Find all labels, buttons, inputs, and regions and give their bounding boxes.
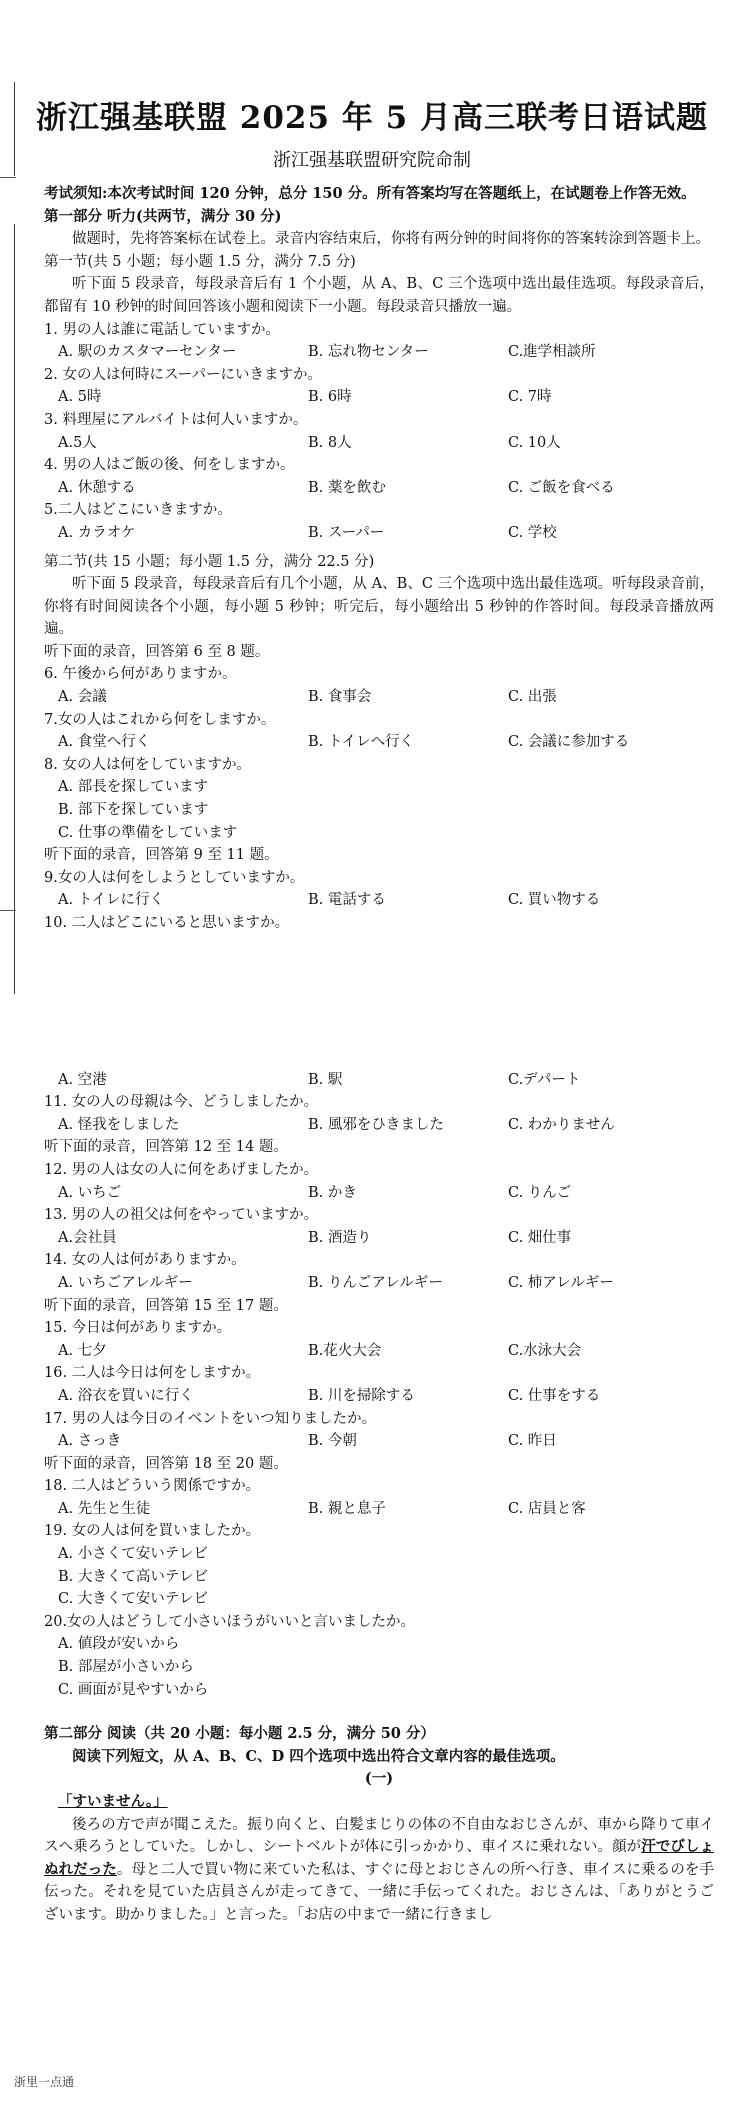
- option-c: C. りんご: [508, 1184, 572, 1201]
- option-a: A. 空港: [58, 1071, 107, 1088]
- option-c: C. 画面が見やすいから: [58, 1681, 209, 1698]
- option-c: C. 買い物する: [508, 892, 601, 909]
- question-text: 1. 男の人は誰に電話していますか。: [44, 321, 280, 338]
- exam-subtitle: 浙江强基联盟研究院命制: [273, 150, 471, 171]
- group-instruction: 听下面的录音，回答第 18 至 20 题。: [44, 1455, 288, 1472]
- passage-text: 後ろの方で声が聞こえた。振り向くと、白髪まじりの体の不自由なおじさんが、車から降りて車イスへ乗ろうとしていた。しかし、シートベルトが体に引っかかり、車イスに乗れない。顔が: [44, 1816, 714, 1856]
- question-text: 13. 男の人の祖父は何をやっていますか。: [44, 1207, 319, 1224]
- option-b: B. かき: [308, 1184, 357, 1201]
- part1-title: 第一部分 听力(共两节，满分 30 分): [44, 207, 282, 225]
- options: [44, 1430, 714, 1453]
- binding-line: [14, 224, 15, 994]
- exam-content: [44, 183, 714, 1927]
- part1-intro: 做题时，先将答案标在试卷上。录音内容结束后，你将有两分钟的时间将你的答案转涂到答题卡上。: [72, 231, 710, 248]
- options: [44, 1227, 714, 1250]
- exam-title: 浙江强基联盟 2025 年 5 月高三联考日语试题: [35, 100, 709, 136]
- option-b: B. 忘れ物センター: [308, 344, 429, 361]
- passage-section-number: (一): [364, 1770, 394, 1788]
- options: [44, 1114, 714, 1137]
- options: [44, 731, 714, 754]
- options: [44, 1340, 714, 1363]
- passage-body: [44, 1814, 714, 1927]
- options: [44, 1069, 714, 1092]
- options: [44, 1498, 714, 1521]
- part2-title: 第二部分 阅读（共 20 小题：每小题 2.5 分，满分 50 分）: [44, 1725, 435, 1743]
- question-text: 14. 女の人は何がありますか。: [44, 1252, 246, 1269]
- options: [44, 889, 714, 912]
- options: [44, 386, 714, 409]
- option-c: C.水泳大会: [508, 1342, 582, 1359]
- option-a: A.会社員: [58, 1229, 117, 1246]
- question-text: 12. 男の人は女の人に何をあげましたか。: [44, 1161, 319, 1178]
- option-a: A. いちごアレルギー: [58, 1274, 193, 1291]
- question-16: [44, 1362, 714, 1407]
- group-instruction: 听下面的录音，回答第 12 至 14 题。: [44, 1139, 288, 1156]
- option-b: B. 親と息子: [308, 1500, 386, 1517]
- question-11: [44, 1091, 714, 1136]
- question-3: [44, 409, 714, 454]
- section1-intro: 听下面 5 段录音，每段录音后有 1 个小题，从 A、B、C 三个选项中选出最佳选项。每段录音后，都留有 10 秒钟的时间回答该小题和阅读下一小题。每段录音只播放一遍。: [44, 276, 714, 315]
- question-2: [44, 364, 714, 409]
- option-a: A. 七夕: [58, 1342, 107, 1359]
- option-b: B. スーパー: [308, 524, 385, 541]
- option-c: C. 大きくて安いテレビ: [58, 1591, 209, 1608]
- question-text: 5.二人はどこにいきますか。: [44, 502, 232, 519]
- option-a: A. 先生と生徒: [58, 1500, 151, 1517]
- option-b: B. 部屋が小さいから: [58, 1659, 194, 1676]
- options: [44, 341, 714, 364]
- option-c: C. ご飯を食べる: [508, 479, 615, 496]
- underlined-phrase: 汗でびしょぬれだった: [44, 1838, 714, 1878]
- figure-blank-space: [44, 935, 714, 1069]
- options: [44, 432, 714, 455]
- question-text: 9.女の人は何をしようとしていますか。: [44, 869, 305, 886]
- question-9: [44, 867, 714, 912]
- options: [44, 686, 714, 709]
- option-c: C. 畑仕事: [508, 1229, 572, 1246]
- question-text: 11. 女の人の母親は今、どうしましたか。: [44, 1094, 319, 1111]
- option-a: A. 部長を探しています: [58, 779, 209, 796]
- binding-tick: [0, 177, 16, 178]
- binding-tick: [0, 910, 16, 911]
- option-a: A. 小さくて安いテレビ: [58, 1546, 208, 1563]
- question-17: [44, 1408, 714, 1453]
- passage-title: 「すいません。」: [58, 1793, 168, 1810]
- question-18: [44, 1475, 714, 1520]
- option-a: A. いちご: [58, 1184, 122, 1201]
- option-c: C. 仕事の準備をしています: [58, 824, 238, 841]
- option-b: B. 6時: [308, 389, 352, 406]
- question-7: [44, 709, 714, 754]
- option-a: A.5人: [58, 434, 97, 451]
- option-a: A. トイレに行く: [58, 892, 164, 909]
- option-a: A. 食堂へ行く: [58, 734, 151, 751]
- section1-title: 第一节(共 5 小题；每小题 1.5 分，满分 7.5 分): [44, 253, 356, 270]
- options: [44, 1272, 714, 1295]
- question-5: [44, 499, 714, 544]
- options: [44, 1385, 714, 1408]
- option-c: C. 昨日: [508, 1433, 557, 1450]
- option-b: B. 部下を探しています: [58, 802, 209, 819]
- option-b: B. 酒造り: [308, 1229, 372, 1246]
- option-c: C. 10人: [508, 434, 561, 451]
- option-c: C. 柿アレルギー: [508, 1274, 614, 1291]
- options: [44, 1182, 714, 1205]
- question-15: [44, 1317, 714, 1362]
- section2-intro: 听下面 5 段录音，每段录音后有几个小题，从 A、B、C 三个选项中选出最佳选项。听每段录音前，你将有时间阅读各个小题，每小题 5 秒钟；听完后，每小题给出 5 秒钟的作答时间。每段录音播放两遍。: [44, 576, 714, 638]
- option-a: A. 5時: [58, 389, 102, 406]
- question-text: 15. 今日は何がありますか。: [44, 1320, 232, 1337]
- exam-notice: 考试须知:本次考试时间 120 分钟，总分 150 分。所有答案均写在答题纸上，在试题卷上作答无效。: [44, 185, 696, 202]
- option-a: A. 駅のカスタマーセンター: [58, 344, 237, 361]
- question-text: 4. 男の人はご飯の後、何をしますか。: [44, 457, 295, 474]
- option-b: B. 風邪をひきました: [308, 1116, 444, 1133]
- option-a: A. 怪我をしました: [58, 1116, 180, 1133]
- question-text: 7.女の人はこれから何をしますか。: [44, 711, 276, 728]
- option-b: B. トイレへ行く: [308, 734, 415, 751]
- passage-text: 。母と二人で買い物に来ていた私は、すぐに母とおじさんの所へ行き、車イスに乗るのを手伝った。それを見ていた店員さんが走ってきて、一緒に手伝ってくれた。おじさんは、「ありがとうございます。助かりました。」と言った。「お店の中まで一緒に行きまし: [44, 1861, 714, 1923]
- question-text: 19. 女の人は何を買いましたか。: [44, 1523, 261, 1540]
- question-text: 17. 男の人は今日のイベントをいつ知りましたか。: [44, 1410, 377, 1427]
- option-c: C. 店員と客: [508, 1500, 586, 1517]
- question-text: 8. 女の人は何をしていますか。: [44, 756, 251, 773]
- question-13: [44, 1204, 714, 1249]
- question-12: [44, 1159, 714, 1204]
- option-c: C.デパート: [508, 1071, 581, 1088]
- option-c: C. 仕事をする: [508, 1387, 601, 1404]
- question-20: [44, 1611, 714, 1701]
- question-text: 10. 二人はどこにいると思いますか。: [44, 915, 290, 931]
- option-b: B. 薬を飲む: [308, 479, 386, 496]
- question-text: 3. 料理屋にアルバイトは何人いますか。: [44, 411, 308, 428]
- question-4: [44, 454, 714, 499]
- group-instruction: 听下面的录音，回答第 9 至 11 题。: [44, 847, 279, 864]
- option-a: A. さっき: [58, 1433, 122, 1450]
- group-instruction: 听下面的录音，回答第 15 至 17 题。: [44, 1297, 288, 1314]
- option-a: A. 値段が安いから: [58, 1636, 180, 1653]
- option-b: B. 駅: [308, 1071, 343, 1088]
- option-c: C. わかりません: [508, 1116, 615, 1133]
- question-14: [44, 1249, 714, 1294]
- option-a: A. 会議: [58, 689, 107, 706]
- option-b: B. 電話する: [308, 892, 386, 909]
- option-b: B. 川を掃除する: [308, 1387, 415, 1404]
- option-c: C. 7時: [508, 389, 552, 406]
- option-b: B.花火大会: [308, 1342, 382, 1359]
- options: [44, 477, 714, 500]
- part2-instruction: 阅读下列短文，从 A、B、C、D 四个选项中选出符合文章内容的最佳选项。: [72, 1747, 565, 1765]
- question-text: 20.女の人はどうして小さいほうがいいと言いましたか。: [44, 1613, 416, 1630]
- option-b: B. 食事会: [308, 689, 372, 706]
- option-c: C. 出張: [508, 689, 557, 706]
- option-c: C.進学相談所: [508, 344, 596, 361]
- group-instruction: 听下面的录音，回答第 6 至 8 题。: [44, 643, 270, 660]
- question-1: [44, 319, 714, 364]
- option-b: B. 大きくて高いテレビ: [58, 1568, 209, 1585]
- question-10: [44, 912, 714, 1091]
- options: [44, 522, 714, 545]
- option-a: A. 休憩する: [58, 479, 136, 496]
- question-6: [44, 663, 714, 708]
- option-b: B. 8人: [308, 434, 352, 451]
- option-c: C. 会議に参加する: [508, 734, 630, 751]
- question-text: 18. 二人はどういう関係ですか。: [44, 1478, 261, 1495]
- option-b: B. 今朝: [308, 1433, 357, 1450]
- section2-title: 第二节(共 15 小题；每小题 1.5 分，满分 22.5 分): [44, 553, 375, 570]
- option-a: A. カラオケ: [58, 524, 136, 541]
- question-19: [44, 1520, 714, 1610]
- option-b: B. りんごアレルギー: [308, 1274, 443, 1291]
- option-c: C. 学校: [508, 524, 557, 541]
- question-text: 2. 女の人は何時にスーパーにいきますか。: [44, 366, 322, 383]
- question-8: [44, 754, 714, 844]
- footer-watermark: 浙里一点通: [14, 2075, 75, 2089]
- option-a: A. 浴衣を買いに行く: [58, 1387, 194, 1404]
- question-text: 16. 二人は今日は何をしますか。: [44, 1365, 261, 1382]
- question-text: 6. 午後から何がありますか。: [44, 666, 237, 683]
